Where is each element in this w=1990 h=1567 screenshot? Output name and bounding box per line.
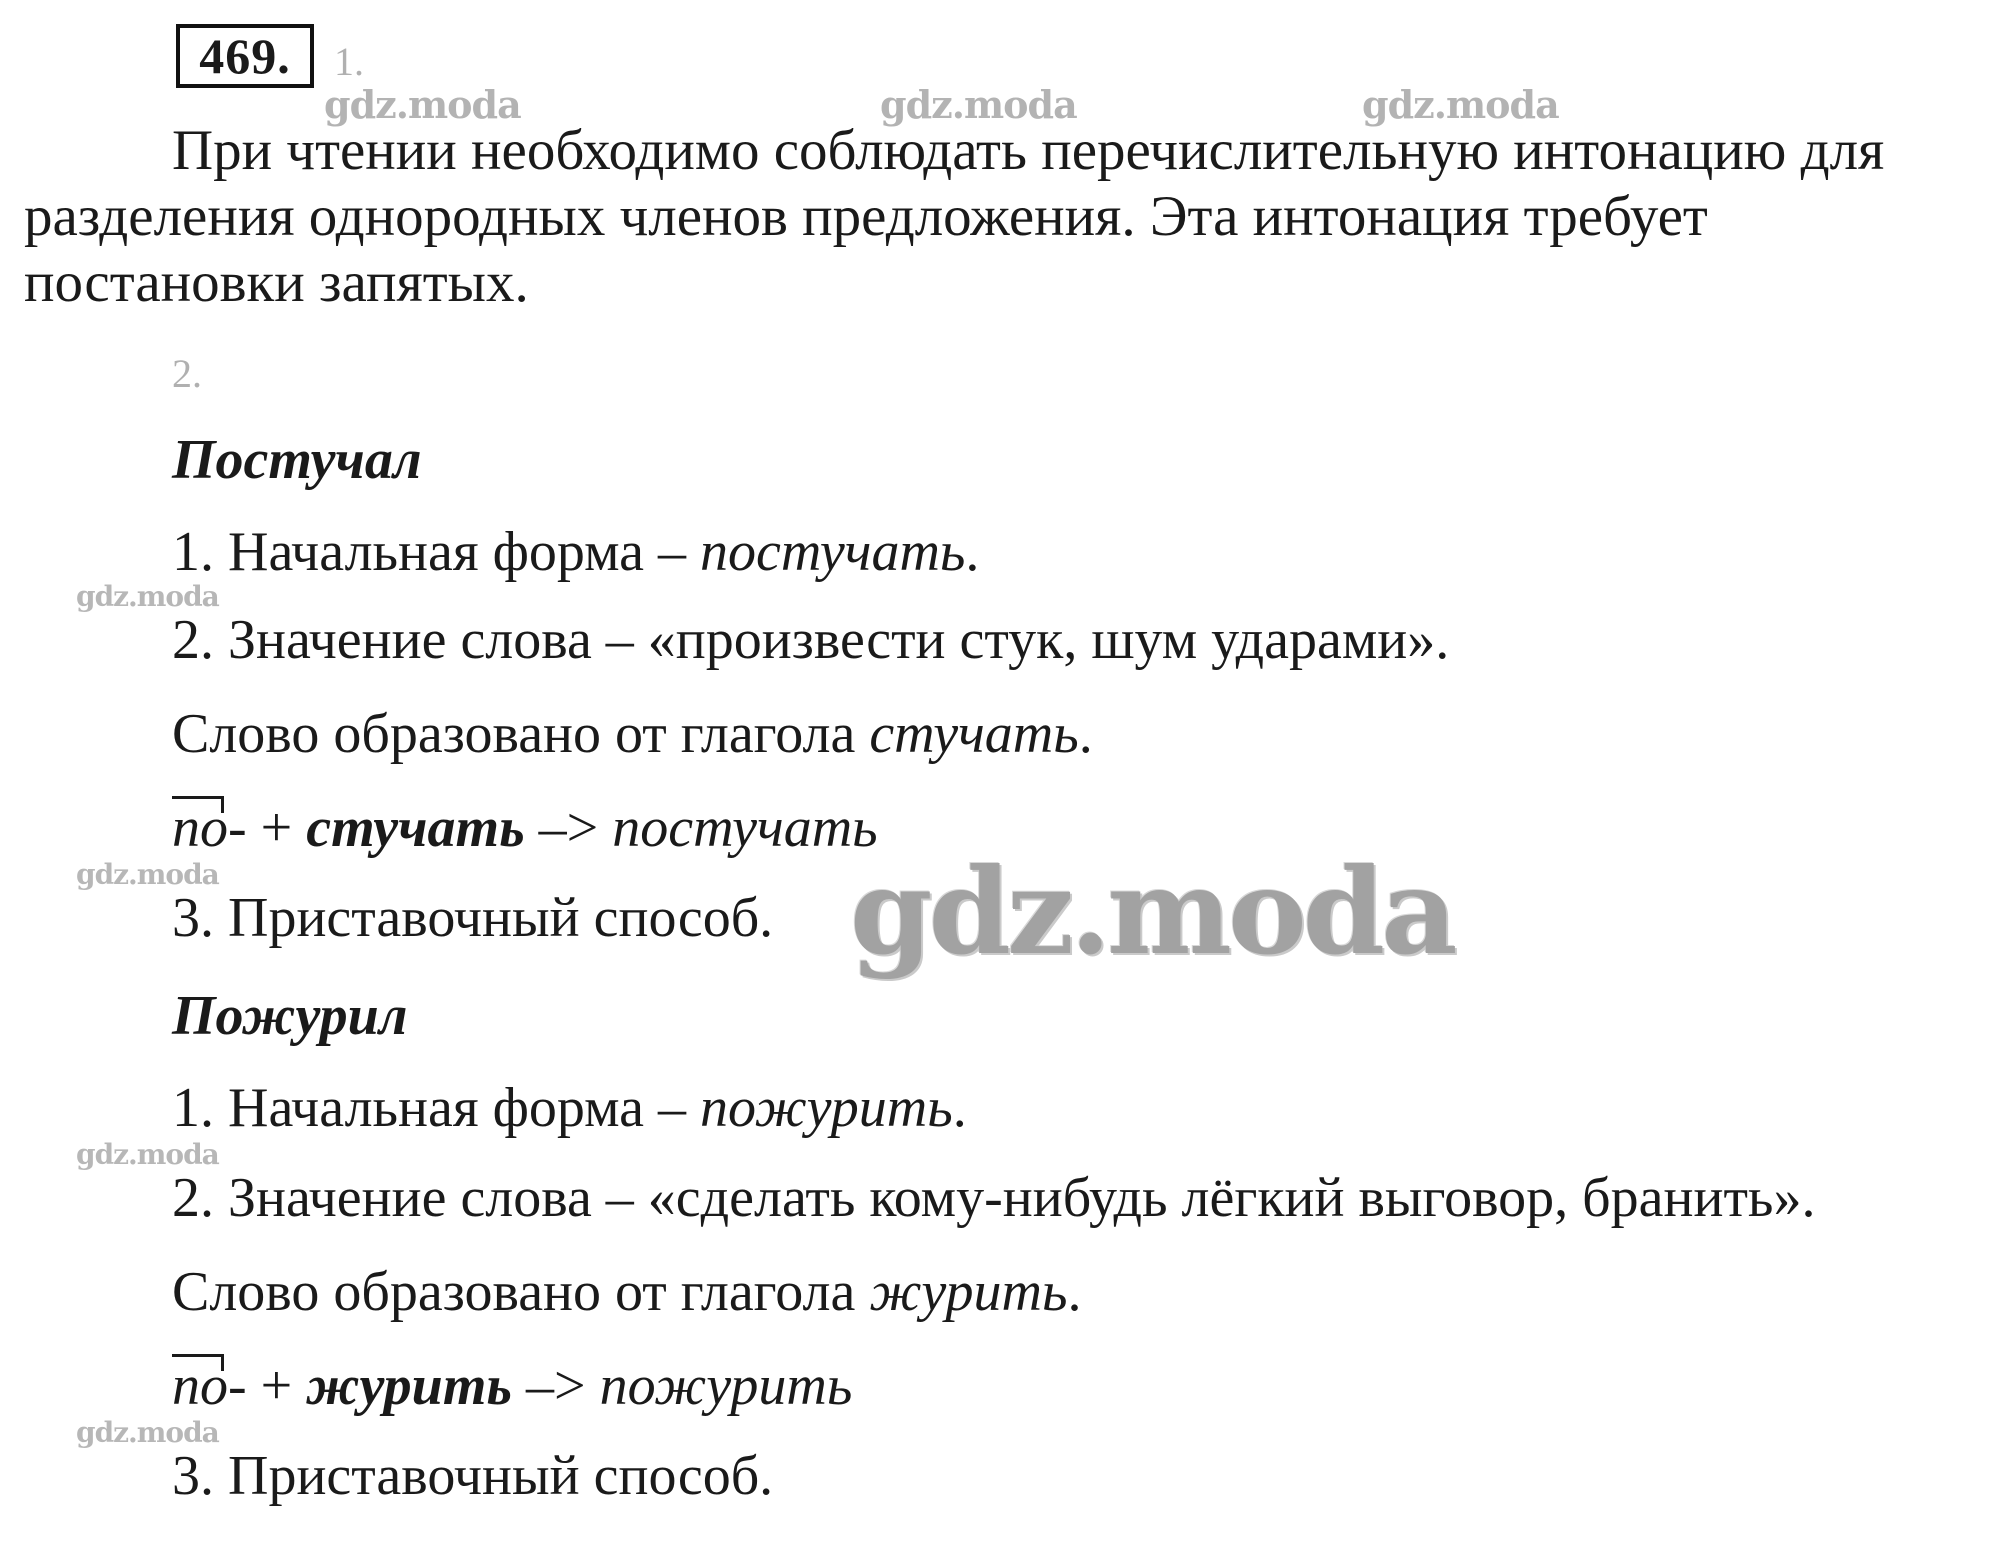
scheme-result: постучать (612, 797, 878, 859)
watermark-side: gdz.moda (76, 580, 219, 613)
scheme-base: стучать (306, 797, 525, 859)
exercise-number: 469. (176, 24, 314, 88)
morpheme-scheme (172, 797, 878, 859)
prefix-marked (172, 797, 228, 859)
part-1-label: 1. (334, 39, 364, 84)
part-1-line-1: При чтении необходимо соблюдать перечислительную интонацию для (172, 119, 1885, 182)
initial-form-word: пожурить (699, 1077, 953, 1139)
punctuation: . (952, 1077, 967, 1139)
method-line: 3. Приставочный способ. (172, 887, 774, 949)
watermark-side: gdz.moda (76, 1416, 219, 1449)
morpheme-scheme (172, 1355, 853, 1417)
prefix-mark-icon (172, 1354, 224, 1371)
word-heading: Постучал (172, 429, 422, 491)
punctuation: . (965, 521, 980, 583)
formation-source-word: журить (869, 1261, 1068, 1323)
initial-form-word: постучать (699, 521, 966, 583)
word-heading: Пожурил (172, 985, 408, 1047)
formation-line (172, 703, 1093, 765)
scheme-arrow: –> (511, 1355, 600, 1417)
initial-form-line (172, 1077, 967, 1139)
watermark-top-left: gdz.moda (324, 82, 521, 127)
formation-label: Слово образовано от глагола (172, 1261, 870, 1323)
watermark-center-large: gdz.moda (850, 842, 1454, 981)
part-1-line-3: постановки запятых. (24, 251, 529, 314)
method-line: 3. Приставочный способ. (172, 1445, 774, 1507)
scheme-arrow: –> (524, 797, 613, 859)
part-1-line-2: разделения однородных членов предложения. Эта интонация требует (24, 185, 1708, 248)
meaning-line: 2. Значение слова – «произвести стук, шум ударами». (172, 609, 1450, 671)
scheme-base: журить (306, 1355, 512, 1417)
formation-line (172, 1261, 1082, 1323)
punctuation: . (1067, 1261, 1082, 1323)
watermark-side: gdz.moda (76, 858, 219, 891)
scheme-plus: - + (228, 797, 307, 859)
formation-source-word: стучать (869, 703, 1079, 765)
watermark-top-center: gdz.moda (880, 82, 1077, 127)
punctuation: . (1078, 703, 1093, 765)
part-2-label: 2. (172, 351, 202, 396)
prefix: по (172, 1355, 228, 1417)
meaning-line: 2. Значение слова – «сделать кому-нибудь лёгкий выговор, бранить». (172, 1167, 1816, 1229)
watermark-side: gdz.moda (76, 1138, 219, 1171)
initial-form-label: 1. Начальная форма – (172, 521, 700, 583)
initial-form-line (172, 521, 980, 583)
prefix-marked (172, 1355, 228, 1417)
watermark-top-right: gdz.moda (1362, 82, 1559, 127)
prefix-mark-icon (172, 796, 224, 813)
scheme-result: пожурить (599, 1355, 853, 1417)
scheme-plus: - + (228, 1355, 307, 1417)
prefix: по (172, 797, 228, 859)
formation-label: Слово образовано от глагола (172, 703, 870, 765)
initial-form-label: 1. Начальная форма – (172, 1077, 700, 1139)
